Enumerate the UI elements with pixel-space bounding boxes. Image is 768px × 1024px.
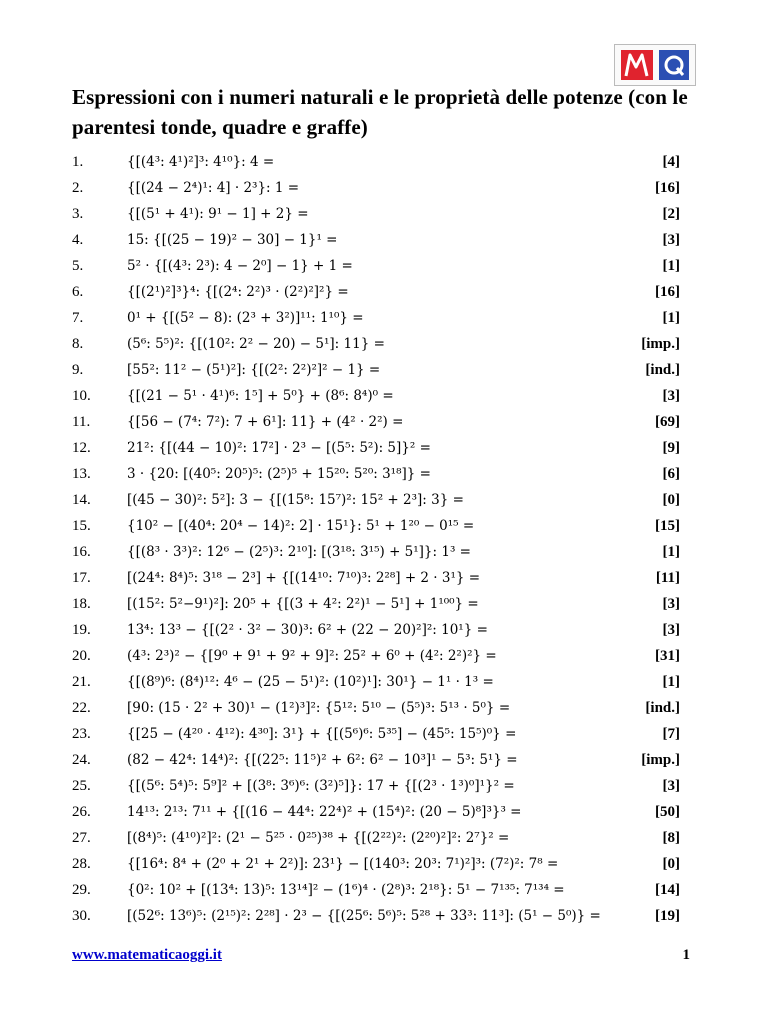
exercise-row — [72, 669, 698, 695]
exercise-expression: 15: {[(25 − 19)² − 30] − 1}¹ = — [127, 232, 338, 248]
exercise-row — [72, 331, 698, 357]
exercise-expression: {[(24 − 2⁴)¹: 4] · 2³}: 1 = — [127, 180, 300, 196]
exercise-row — [72, 175, 698, 201]
exercise-answer: [9] — [662, 440, 680, 456]
exercise-expression: {0²: 10² + [(13⁴: 13)⁵: 13¹⁴]² − (1⁶)⁴ · (2⁸)³: 2¹⁸}: 5¹ − 7¹³⁵: 7¹³⁴ = — [127, 882, 565, 898]
exercise-expression: {[16⁴: 8⁴ + (2⁰ + 2¹ + 2²)]: 23¹} − [(140³: 20³: 7¹)²]³: (7²)²: 7⁸ = — [127, 856, 559, 872]
exercise-row — [72, 695, 698, 721]
exercise-answer: [3] — [662, 778, 680, 794]
exercise-number: 9. — [72, 362, 84, 378]
exercise-answer: [11] — [655, 570, 680, 586]
exercise-row — [72, 435, 698, 461]
exercise-number: 10. — [72, 388, 91, 404]
exercise-row — [72, 513, 698, 539]
exercise-row — [72, 539, 698, 565]
exercise-number: 13. — [72, 466, 91, 482]
exercise-row — [72, 461, 698, 487]
exercise-expression: 0¹ + {[(5² − 8): (2³ + 3²)]¹¹: 1¹⁰} = — [127, 310, 364, 326]
exercise-expression: [55²: 11² − (5¹)²]: {[(2²: 2²)²]² − 1} = — [127, 362, 381, 378]
exercise-list — [72, 149, 698, 929]
exercise-number: 24. — [72, 752, 91, 768]
exercise-row — [72, 487, 698, 513]
exercise-answer: [31] — [655, 648, 680, 664]
exercise-row — [72, 617, 698, 643]
exercise-expression: {[56 − (7⁴: 7²): 7 + 6¹]: 11} + (4² · 2²) = — [127, 414, 404, 430]
exercise-number: 2. — [72, 180, 84, 196]
exercise-answer: [ind.] — [645, 700, 680, 716]
exercise-number: 30. — [72, 908, 91, 924]
exercise-number: 12. — [72, 440, 91, 456]
exercise-row — [72, 201, 698, 227]
exercise-row — [72, 903, 698, 929]
exercise-number: 26. — [72, 804, 91, 820]
exercise-expression: 3 · {20: [(40⁵: 20⁵)⁵: (2⁵)⁵ + 15²⁰: 5²⁰: 3¹⁸]} = — [127, 466, 431, 482]
exercise-row — [72, 357, 698, 383]
exercise-row — [72, 877, 698, 903]
exercise-number: 8. — [72, 336, 84, 352]
mo-logo-icon — [615, 45, 695, 85]
exercise-answer: [4] — [662, 154, 680, 170]
exercise-number: 5. — [72, 258, 84, 274]
exercise-expression: {[(5¹ + 4¹): 9¹ − 1] + 2} = — [127, 206, 309, 222]
exercise-row — [72, 799, 698, 825]
exercise-answer: [1] — [662, 258, 680, 274]
exercise-answer: [2] — [662, 206, 680, 222]
exercise-answer: [14] — [655, 882, 680, 898]
exercise-answer: [0] — [662, 492, 680, 508]
exercise-row — [72, 383, 698, 409]
exercise-number: 28. — [72, 856, 91, 872]
exercise-answer: [7] — [662, 726, 680, 742]
exercise-row — [72, 591, 698, 617]
exercise-number: 20. — [72, 648, 91, 664]
logo — [614, 44, 696, 86]
exercise-answer: [50] — [655, 804, 680, 820]
exercise-row — [72, 253, 698, 279]
exercise-expression: [(52⁶: 13⁶)⁵: (2¹⁵)²: 2²⁸] · 2³ − {[(25⁶: 5⁶)⁵: 5²⁸ + 33³: 11³]: (5¹ − 5⁰)} = — [127, 908, 601, 924]
exercise-answer: [19] — [655, 908, 680, 924]
exercise-expression: {[(4³: 4¹)²]³: 4¹⁰}: 4 = — [127, 154, 275, 170]
exercise-number: 11. — [72, 414, 91, 430]
exercise-number: 17. — [72, 570, 91, 586]
exercise-expression: [(45 − 30)²: 5²]: 3 − {[(15⁸: 15⁷)²: 15² + 2³]: 3} = — [127, 492, 464, 508]
exercise-answer: [1] — [662, 310, 680, 326]
exercise-number: 15. — [72, 518, 91, 534]
exercise-expression: {[(8⁹)⁶: (8⁴)¹²: 4⁶ − (25 − 5¹)²: (10²)¹]: 30¹} − 1¹ · 1³ = — [127, 674, 494, 690]
exercise-number: 1. — [72, 154, 84, 170]
exercise-expression: 21²: {[(44 − 10)²: 17²] · 2³ − [(5⁵: 5²): 5]}² = — [127, 440, 431, 456]
exercise-expression: [(8⁴)⁵: (4¹⁰)²]²: (2¹ − 5²⁵ · 0²⁵)³⁸ + {[(2²²)²: (2²⁰)²]²: 2⁷}² = — [127, 830, 510, 846]
exercise-number: 27. — [72, 830, 91, 846]
exercise-number: 7. — [72, 310, 84, 326]
exercise-number: 23. — [72, 726, 91, 742]
exercise-answer: [15] — [655, 518, 680, 534]
exercise-number: 21. — [72, 674, 91, 690]
exercise-number: 18. — [72, 596, 91, 612]
exercise-expression: {[(21 − 5¹ · 4¹)⁶: 1⁵] + 5⁰} + (8⁶: 8⁴)⁰ = — [127, 388, 394, 404]
exercise-expression: {[25 − (4²⁰ · 4¹²): 4³⁰]: 3¹} + {[(5⁶)⁶: 5³⁵] − (45⁵: 15⁵)⁰} = — [127, 726, 517, 742]
exercise-expression: {[(2¹)²]³}⁴: {[(2⁴: 2²)³ · (2²)²]²} = — [127, 284, 349, 300]
exercise-row — [72, 825, 698, 851]
exercise-number: 3. — [72, 206, 84, 222]
exercise-number: 6. — [72, 284, 84, 300]
exercise-answer: [3] — [662, 388, 680, 404]
page-title: Espressioni con i numeri naturali e le proprietà delle potenze (con le parentesi tonde, quadre e graffe) — [72, 85, 688, 139]
exercise-answer: [16] — [655, 284, 680, 300]
exercise-answer: [1] — [662, 674, 680, 690]
exercise-number: 16. — [72, 544, 91, 560]
exercise-number: 4. — [72, 232, 84, 248]
exercise-expression: [90: (15 · 2² + 30)¹ − (1²)³]²: {5¹²: 5¹⁰ − (5⁵)³: 5¹³ · 5⁰} = — [127, 700, 511, 716]
exercise-expression: 14¹³: 2¹³: 7¹¹ + {[(16 − 44⁴: 22⁴)² + (15⁴)²: (20 − 5)⁸]³}³ = — [127, 804, 522, 820]
exercise-row — [72, 721, 698, 747]
exercise-row — [72, 851, 698, 877]
exercise-row — [72, 747, 698, 773]
exercise-expression: (4³: 2³)² − {[9⁰ + 9¹ + 9² + 9]²: 25² + 6⁰ + (4²: 2²)²} = — [127, 648, 497, 664]
exercise-row — [72, 643, 698, 669]
exercise-expression: {[(8³ · 3³)²: 12⁶ − (2⁵)³: 2¹⁰]: [(3¹⁸: 3¹⁵) + 5¹]}: 1³ = — [127, 544, 471, 560]
exercise-row — [72, 279, 698, 305]
exercise-answer: [0] — [662, 856, 680, 872]
exercise-number: 25. — [72, 778, 91, 794]
exercise-answer: [3] — [662, 596, 680, 612]
exercise-number: 29. — [72, 882, 91, 898]
exercise-number: 14. — [72, 492, 91, 508]
exercise-row — [72, 409, 698, 435]
exercise-row — [72, 773, 698, 799]
exercise-row — [72, 149, 698, 175]
exercise-row — [72, 227, 698, 253]
exercise-expression: [(24⁴: 8⁴)⁵: 3¹⁸ − 2³] + {[(14¹⁰: 7¹⁰)³: 2²⁸] + 2 · 3¹} = — [127, 570, 481, 586]
exercise-answer: [69] — [655, 414, 680, 430]
exercise-expression: {10² − [(40⁴: 20⁴ − 14)²: 2] · 15¹}: 5¹ + 1²⁰ − 0¹⁵ = — [127, 518, 475, 534]
exercise-number: 22. — [72, 700, 91, 716]
exercise-expression: {[(5⁶: 5⁴)⁵: 5⁹]² + [(3⁸: 3⁶)⁶: (3²)⁵]}: 17 + {[(2³ · 1³)⁰]¹}² = — [127, 778, 515, 794]
exercise-answer: [6] — [662, 466, 680, 482]
exercise-answer: [3] — [662, 622, 680, 638]
exercise-answer: [1] — [662, 544, 680, 560]
exercise-expression: 5² · {[(4³: 2³): 4 − 2⁰] − 1} + 1 = — [127, 258, 353, 274]
exercise-answer: [imp.] — [641, 336, 680, 352]
exercise-expression: (82 − 42⁴: 14⁴)²: {[(22⁵: 11⁵)² + 6²: 6² − 10³]¹ − 5³: 5¹} = — [127, 752, 518, 768]
exercise-answer: [16] — [655, 180, 680, 196]
exercise-answer: [8] — [662, 830, 680, 846]
exercise-number: 19. — [72, 622, 91, 638]
exercise-answer: [imp.] — [641, 752, 680, 768]
exercise-row — [72, 565, 698, 591]
exercise-expression: 13⁴: 13³ − {[(2² · 3² − 30)³: 6² + (22 − 20)²]²: 10¹} = — [127, 622, 488, 638]
page-number: 1 — [682, 947, 690, 963]
footer-link[interactable]: www.matematicaoggi.it — [72, 947, 222, 963]
exercise-expression: [(15²: 5²−9¹)²]: 20⁵ + {[(3 + 4²: 2²)¹ − 5¹] + 1¹⁰⁰} = — [127, 596, 479, 612]
exercise-answer: [3] — [662, 232, 680, 248]
exercise-expression: (5⁶: 5⁵)²: {[(10²: 2² − 20) − 5¹]: 11} = — [127, 336, 385, 352]
exercise-row — [72, 305, 698, 331]
exercise-answer: [ind.] — [645, 362, 680, 378]
